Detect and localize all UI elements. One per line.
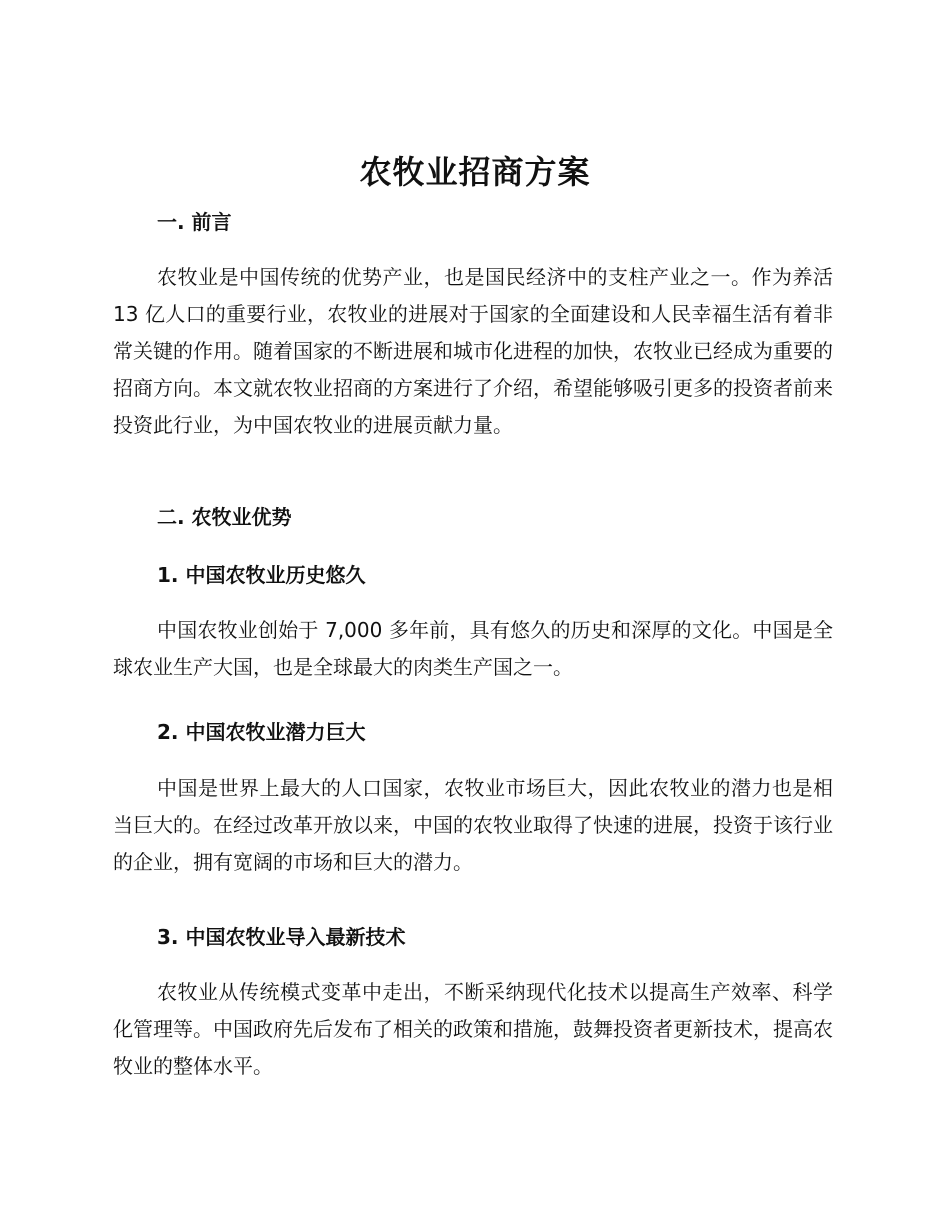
preface-paragraph: 农牧业是中国传统的优势产业，也是国民经济中的支柱产业之一。作为养活 13 亿人口的重要行业，农牧业的进展对于国家的全面建设和人民幸福生活有着非常关键的作用。随着国家的不断进展和城市化进程的加快，农牧业已经成为重要的招商方向。本文就农牧业招商的方案进行了介绍，希望能够吸引更多的投资者前来投资此行业，为中国农牧业的进展贡献力量。 — [113, 265, 833, 437]
item1-paragraph: 中国农牧业创始于 7,000 多年前，具有悠久的历史和深厚的文化。中国是全球农业生产大国，也是全球最大的肉类生产国之一。 — [113, 618, 833, 679]
preface-heading: 一. 前言 — [157, 210, 232, 234]
advantages-heading: 二. 农牧业优势 — [157, 505, 292, 529]
item2-heading: 2. 中国农牧业潜力巨大 — [157, 720, 366, 744]
item3-heading: 3. 中国农牧业导入最新技术 — [157, 925, 406, 949]
item1-heading: 1. 中国农牧业历史悠久 — [157, 563, 366, 587]
item2-paragraph: 中国是世界上最大的人口国家，农牧业市场巨大，因此农牧业的潜力也是相当巨大的。在经过改革开放以来，中国的农牧业取得了快速的进展，投资于该行业的企业，拥有宽阔的市场和巨大的潜力。 — [113, 776, 833, 874]
document-title: 农牧业招商方案 — [359, 153, 591, 191]
item3-paragraph: 农牧业从传统模式变革中走出，不断采纳现代化技术以提高生产效率、科学化管理等。中国政府先后发布了相关的政策和措施，鼓舞投资者更新技术，提高农牧业的整体水平。 — [113, 980, 833, 1078]
